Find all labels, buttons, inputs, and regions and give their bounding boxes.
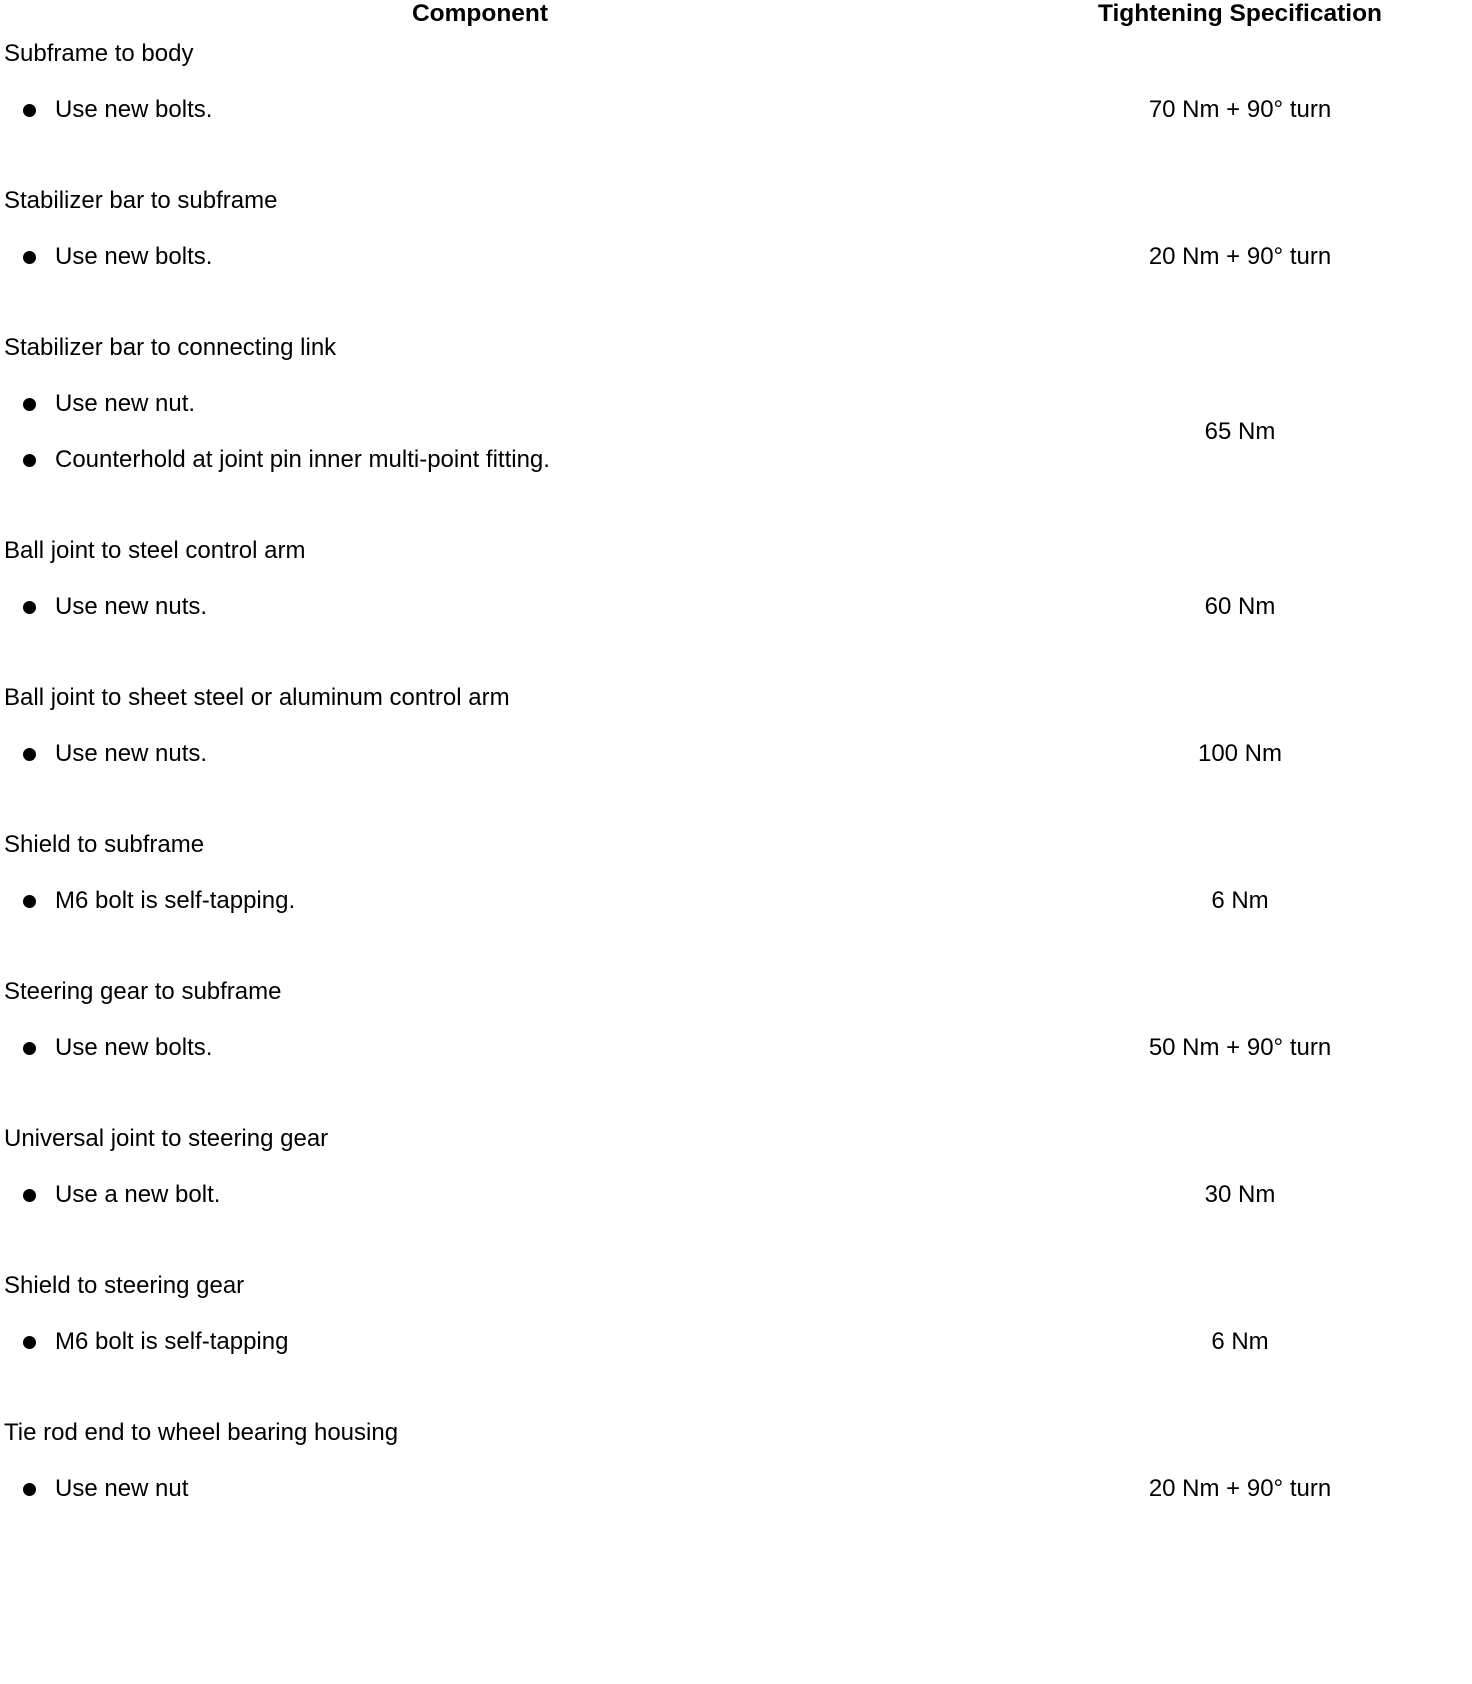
bullet-icon (23, 748, 36, 761)
bullet-icon (23, 454, 36, 467)
bullet-icon (23, 398, 36, 411)
bullet-icon (23, 251, 36, 264)
tightening-spec: 60 Nm (1204, 593, 1276, 620)
component-name: Shield to steering gear (4, 1272, 245, 1299)
component-name: Stabilizer bar to connecting link (4, 334, 337, 361)
note-text: Counterhold at joint pin inner multi-point fitting. (55, 446, 550, 473)
component-name: Ball joint to steel control arm (4, 537, 306, 564)
bullet-icon (23, 104, 36, 117)
tightening-spec: 6 Nm (1211, 1328, 1269, 1355)
bullet-icon (23, 895, 36, 908)
component-name: Steering gear to subframe (4, 978, 282, 1005)
component-name: Stabilizer bar to subframe (4, 187, 278, 214)
component-name: Tie rod end to wheel bearing housing (4, 1419, 399, 1446)
bullet-icon (23, 1336, 36, 1349)
note-text: Use new nut (55, 1475, 189, 1502)
tightening-spec: 20 Nm + 90° turn (1148, 1475, 1332, 1502)
component-name: Universal joint to steering gear (4, 1125, 329, 1152)
note-text: Use new nuts. (55, 593, 208, 620)
note-text: Use new nuts. (55, 740, 208, 767)
note-text: M6 bolt is self-tapping (55, 1328, 289, 1355)
note-text: Use new bolts. (55, 1034, 213, 1061)
tightening-spec: 30 Nm (1204, 1181, 1276, 1208)
note-text: Use new bolts. (55, 96, 213, 123)
table-header (0, 0, 1472, 30)
tightening-spec: 70 Nm + 90° turn (1148, 96, 1332, 123)
tightening-spec: 20 Nm + 90° turn (1148, 243, 1332, 270)
header-component: Component (411, 0, 549, 27)
tightening-spec: 100 Nm (1197, 740, 1283, 767)
bullet-icon (23, 601, 36, 614)
note-text: Use a new bolt. (55, 1181, 221, 1208)
tightening-spec: 50 Nm + 90° turn (1148, 1034, 1332, 1061)
bullet-icon (23, 1189, 36, 1202)
note-text: Use new bolts. (55, 243, 213, 270)
component-name: Ball joint to sheet steel or aluminum control arm (4, 684, 510, 711)
component-name: Shield to subframe (4, 831, 205, 858)
tightening-spec: 6 Nm (1211, 887, 1269, 914)
tightening-spec: 65 Nm (1204, 418, 1276, 445)
bullet-icon (23, 1483, 36, 1496)
component-name: Subframe to body (4, 40, 194, 67)
bullet-icon (23, 1042, 36, 1055)
note-text: Use new nut. (55, 390, 196, 417)
header-specification: Tightening Specification (1097, 0, 1383, 27)
note-text: M6 bolt is self-tapping. (55, 887, 296, 914)
